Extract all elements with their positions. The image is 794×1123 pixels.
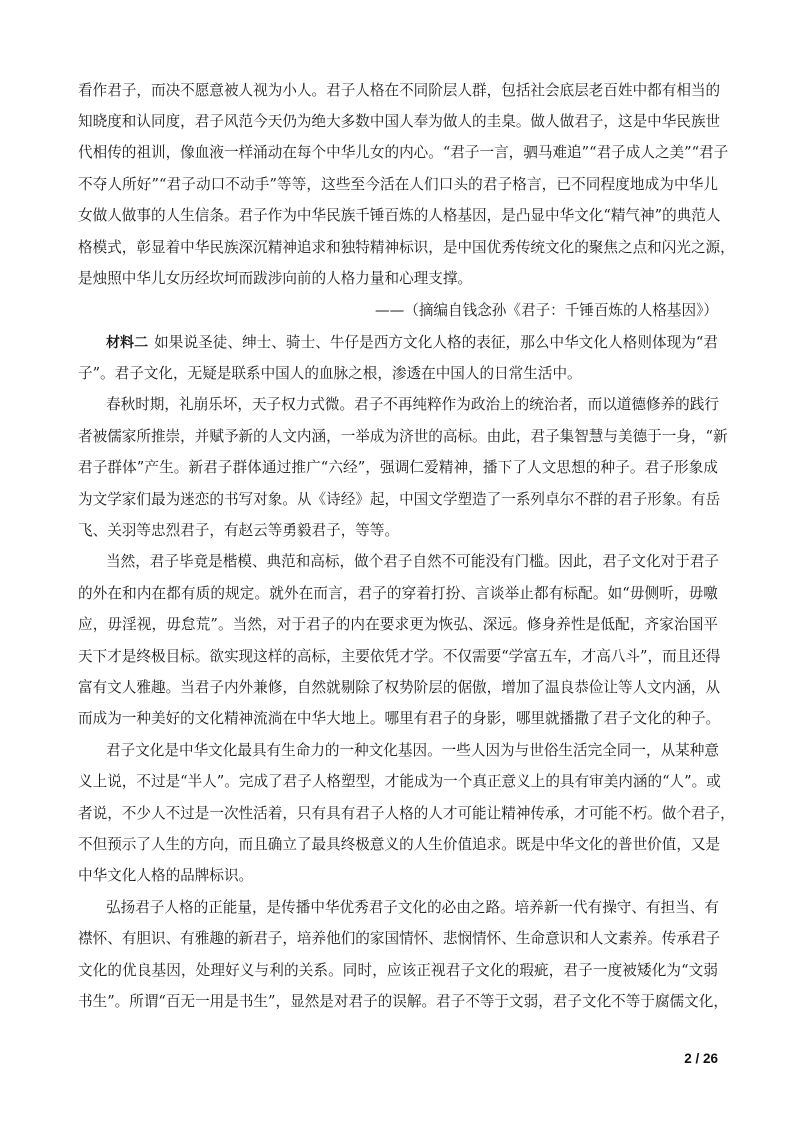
text-line: 君子文化是中华文化最具有生命力的一种文化基因。一些人因为与世俗生活完全同一，从某种意 — [106, 742, 719, 759]
text-line: 襟怀、有胆识、有雅趣的新君子，培养他们的家国情怀、悲悯情怀、生命意识和人文素养。传承君子 — [78, 930, 721, 947]
text-line: 飞、关羽等忠烈君子，有赵云等勇毅君子，等等。 — [78, 522, 400, 539]
text-line: 代相传的祖训，像血液一样涌动在每个中华儿女的内心。“君子一言，驷马难追”“君子成人之美”“君子 — [78, 144, 729, 161]
text-line: 当然，君子毕竟是楷模、典范和高标，做个君子自然不可能没有门槛。因此，君子文化对于君子 — [106, 553, 719, 570]
text-line — [106, 330, 718, 356]
source-citation: ——（摘编自钱念孙《君子：千锤百炼的人格基因》） — [375, 302, 718, 319]
text-line: 者被儒家所推崇，并赋予新的人文内涵，一举成为济世的高标。由此，君子集智慧与美德于一身，“新 — [78, 428, 728, 445]
text-line: 中华文化人格的品牌标识。 — [78, 867, 254, 884]
text-line: 不夺人所好”“君子动口不动手”等等，这些至今活在人们口头的君子格言，已不同程度地成为中华儿 — [78, 176, 718, 193]
text-line: 富有文人雅趣。当君子内外兼修，自然就剔除了权势阶层的倨傲，增加了温良恭俭让等人文内涵，从 — [78, 679, 721, 696]
text-line: 知晓度和认同度，君子风范今天仍为绝大多数中国人奉为做人的圭臬。做人做君子，这是中华民族世 — [78, 113, 721, 130]
text-line: 君子群体”产生。新君子群体通过推广“六经”，强调仁爱精神，播下了人文思想的种子。君子形象成 — [78, 459, 718, 476]
text-line-content: 如果说圣徒、绅士、骑士、牛仔是西方文化人格的表征，那么中华文化人格则体现为“君 — [154, 334, 719, 351]
text-line: 义上说，不过是“半人”。完成了君子人格塑型，才能成为一个真正意义上的具有审美内涵的“人”。或 — [78, 773, 721, 790]
text-line: 文化的优良基因，处理好义与利的关系。同时，应该正视君子文化的瑕疵，君子一度被矮化为“文弱 — [78, 962, 718, 979]
text-line: 女做人做事的人生信条。君子作为中华民族千锤百炼的人格基因，是凸显中华文化“精气神”的典范人 — [78, 207, 721, 224]
page-number: 2 / 26 — [684, 1051, 718, 1066]
text-line: 者说，不少人不过是一次性活着，只有具有君子人格的人才可能让精神传承，才可能不朽。做个君子， — [78, 805, 735, 822]
text-line: 是烛照中华儿女历经坎坷而跋涉向前的人格力量和心理支撑。 — [78, 270, 473, 287]
text-line: 书生”。所谓“百无一用是书生”，显然是对君子的误解。君子不等于文弱，君子文化不等于腐儒文化， — [78, 993, 728, 1010]
text-line: 看作君子，而决不愿意被人视为小人。君子人格在不同阶层人群，包括社会底层老百姓中都有相当的 — [78, 82, 721, 99]
text-line: 春秋时期，礼崩乐坏，天子权力式微。君子不再纯粹作为政治上的统治者，而以道德修养的践行 — [106, 396, 719, 413]
text-line: 为文学家们最为迷恋的书写对象。从《诗经》起，中国文学塑造了一系列卓尔不群的君子形象。有岳 — [78, 491, 721, 508]
text-line: 天下才是终极目标。欲实现这样的高标，主要依凭才学。不仅需要“学富五车，才高八斗”，而且还得 — [78, 648, 721, 665]
text-line: 的外在和内在都有质的规定。就外在而言，君子的穿着打扮、言谈举止都有标配。如“毋侧听，毋噭 — [78, 585, 718, 602]
text-line: 子”。君子文化，无疑是联系中国人的血脉之根，渗透在中国人的日常生活中。 — [78, 365, 582, 382]
text-line: 应，毋淫视，毋怠荒”。当然，对于君子的内在要求更为恢弘、深远。修身养性是低配，齐家治国平 — [78, 616, 718, 633]
text-line: 而成为一种美好的文化精神流淌在中华大地上。哪里有君子的身影，哪里就播撒了君子文化的种子。 — [78, 710, 721, 727]
text-line: 不但预示了人生的方向，而且确立了最具终极意义的人生价值追求。既是中华文化的普世价值，又是 — [78, 836, 721, 853]
text-line: 格模式，彰显着中华民族深沉精神追求和独特精神标识，是中国优秀传统文化的聚焦之点和闪光之源， — [78, 239, 735, 256]
material-label: 材料二 — [106, 335, 149, 351]
text-line: 弘扬君子人格的正能量，是传播中华优秀君子文化的必由之路。培养新一代有操守、有担当、有 — [106, 899, 719, 916]
